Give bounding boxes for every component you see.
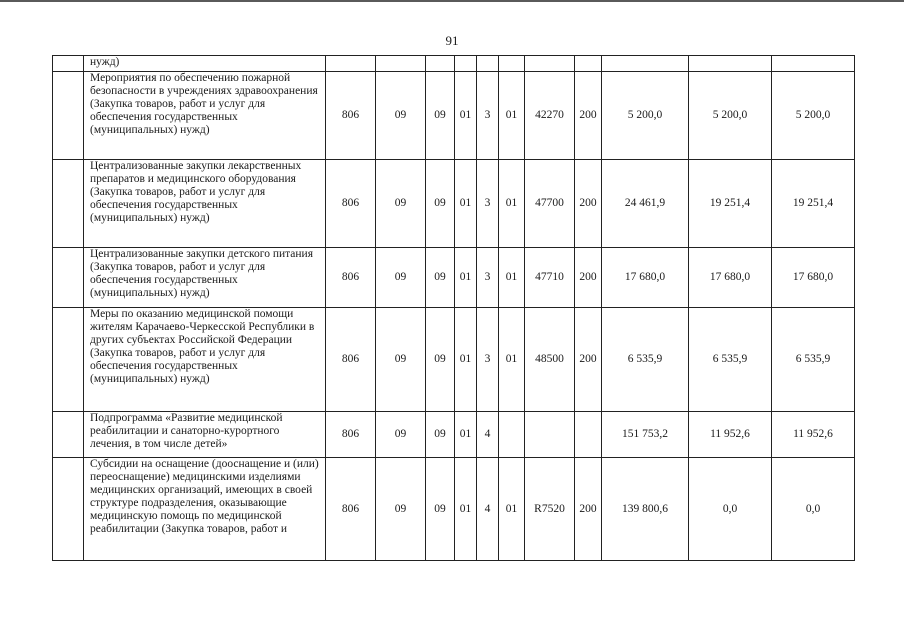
- program-cell: 01: [455, 308, 477, 412]
- sum-3-cell: 17 680,0: [772, 248, 855, 308]
- sum-3-cell: 0,0: [772, 458, 855, 561]
- page-number: 91: [445, 33, 459, 48]
- direction-cell: R7520: [525, 458, 575, 561]
- ministry-cell: 806: [326, 248, 376, 308]
- program-cell: 01: [455, 412, 477, 458]
- description-cell: нужд): [84, 56, 326, 72]
- sum-3-cell: [772, 56, 855, 72]
- ministry-cell: 806: [326, 458, 376, 561]
- sum-2-cell: [689, 56, 772, 72]
- sum-1-cell: 17 680,0: [602, 248, 689, 308]
- subprogram-cell: 3: [477, 160, 499, 248]
- program-cell: [455, 56, 477, 72]
- ministry-cell: 806: [326, 412, 376, 458]
- sum-3-cell: 19 251,4: [772, 160, 855, 248]
- row-marker-cell: [53, 248, 84, 308]
- section-cell: 09: [376, 160, 426, 248]
- section-cell: 09: [376, 458, 426, 561]
- sum-3-cell: 11 952,6: [772, 412, 855, 458]
- subsection-cell: 09: [426, 412, 455, 458]
- table-row: [53, 458, 855, 561]
- row-marker-cell: [53, 412, 84, 458]
- description-cell: Централизованные закупки детского питания (Закупка товаров, работ и услуг для обеспечения государственных (муниципальных) нужд): [84, 248, 326, 308]
- event-cell: 01: [499, 458, 525, 561]
- section-cell: 09: [376, 308, 426, 412]
- direction-cell: 48500: [525, 308, 575, 412]
- row-marker-cell: [53, 160, 84, 248]
- subsection-cell: 09: [426, 248, 455, 308]
- event-cell: [499, 412, 525, 458]
- section-cell: 09: [376, 72, 426, 160]
- expense-type-cell: 200: [575, 308, 602, 412]
- subprogram-cell: [477, 56, 499, 72]
- event-cell: 01: [499, 248, 525, 308]
- description-cell: Централизованные закупки лекарственных препаратов и медицинского оборудования (Закупка товаров, работ и услуг для обеспечения государственных (муниципальных) нужд): [84, 160, 326, 248]
- subprogram-cell: 3: [477, 248, 499, 308]
- ministry-cell: 806: [326, 72, 376, 160]
- subprogram-cell: 4: [477, 412, 499, 458]
- description-cell: Субсидии на оснащение (дооснащение и (или) переоснащение) медицинскими изделиями медицинских организаций, имеющих в своей структуре подразделения, оказывающие медицинскую помощь по медицинской реабилитации (Закупка товаров, работ и: [84, 458, 326, 561]
- expense-type-cell: 200: [575, 248, 602, 308]
- sum-3-cell: 5 200,0: [772, 72, 855, 160]
- subsection-cell: 09: [426, 160, 455, 248]
- table-row: [53, 56, 855, 72]
- section-cell: 09: [376, 248, 426, 308]
- budget-table: [52, 55, 855, 561]
- sum-1-cell: 5 200,0: [602, 72, 689, 160]
- expense-type-cell: [575, 56, 602, 72]
- row-marker-cell: [53, 308, 84, 412]
- sum-2-cell: 5 200,0: [689, 72, 772, 160]
- subsection-cell: 09: [426, 458, 455, 561]
- table-row: [53, 160, 855, 248]
- ministry-cell: 806: [326, 308, 376, 412]
- expense-type-cell: 200: [575, 458, 602, 561]
- sum-2-cell: 19 251,4: [689, 160, 772, 248]
- table-row: [53, 72, 855, 160]
- subsection-cell: 09: [426, 72, 455, 160]
- expense-type-cell: 200: [575, 160, 602, 248]
- expense-type-cell: 200: [575, 72, 602, 160]
- program-cell: 01: [455, 248, 477, 308]
- sum-2-cell: 0,0: [689, 458, 772, 561]
- event-cell: 01: [499, 72, 525, 160]
- sum-2-cell: 6 535,9: [689, 308, 772, 412]
- section-cell: [376, 56, 426, 72]
- row-marker-cell: [53, 72, 84, 160]
- direction-cell: 42270: [525, 72, 575, 160]
- description-cell: Меры по оказанию медицинской помощи жителям Карачаево-Черкесской Республики в других субъектах Российской Федерации (Закупка товаров, работ и услуг для обеспечения государственных (муниципальных) нужд): [84, 308, 326, 412]
- sum-1-cell: 139 800,6: [602, 458, 689, 561]
- subprogram-cell: 3: [477, 72, 499, 160]
- subprogram-cell: 4: [477, 458, 499, 561]
- direction-cell: 47700: [525, 160, 575, 248]
- sum-2-cell: 17 680,0: [689, 248, 772, 308]
- table-row: [53, 248, 855, 308]
- sum-1-cell: [602, 56, 689, 72]
- table-row: [53, 308, 855, 412]
- sum-2-cell: 11 952,6: [689, 412, 772, 458]
- direction-cell: [525, 56, 575, 72]
- sum-3-cell: 6 535,9: [772, 308, 855, 412]
- row-marker-cell: [53, 56, 84, 72]
- program-cell: 01: [455, 458, 477, 561]
- sum-1-cell: 24 461,9: [602, 160, 689, 248]
- event-cell: 01: [499, 160, 525, 248]
- expense-type-cell: [575, 412, 602, 458]
- row-marker-cell: [53, 458, 84, 561]
- page-top-edge: [0, 0, 904, 2]
- description-cell: Мероприятия по обеспечению пожарной безопасности в учреждениях здравоохранения (Закупка товаров, работ и услуг для обеспечения государственных (муниципальных) нужд): [84, 72, 326, 160]
- direction-cell: 47710: [525, 248, 575, 308]
- table-row: [53, 412, 855, 458]
- program-cell: 01: [455, 160, 477, 248]
- subprogram-cell: 3: [477, 308, 499, 412]
- program-cell: 01: [455, 72, 477, 160]
- sum-1-cell: 6 535,9: [602, 308, 689, 412]
- ministry-cell: 806: [326, 160, 376, 248]
- sum-1-cell: 151 753,2: [602, 412, 689, 458]
- event-cell: [499, 56, 525, 72]
- ministry-cell: [326, 56, 376, 72]
- event-cell: 01: [499, 308, 525, 412]
- subsection-cell: 09: [426, 308, 455, 412]
- subsection-cell: [426, 56, 455, 72]
- direction-cell: [525, 412, 575, 458]
- description-cell: Подпрограмма «Развитие медицинской реабилитации и санаторно-курортного лечения, в том числе детей»: [84, 412, 326, 458]
- section-cell: 09: [376, 412, 426, 458]
